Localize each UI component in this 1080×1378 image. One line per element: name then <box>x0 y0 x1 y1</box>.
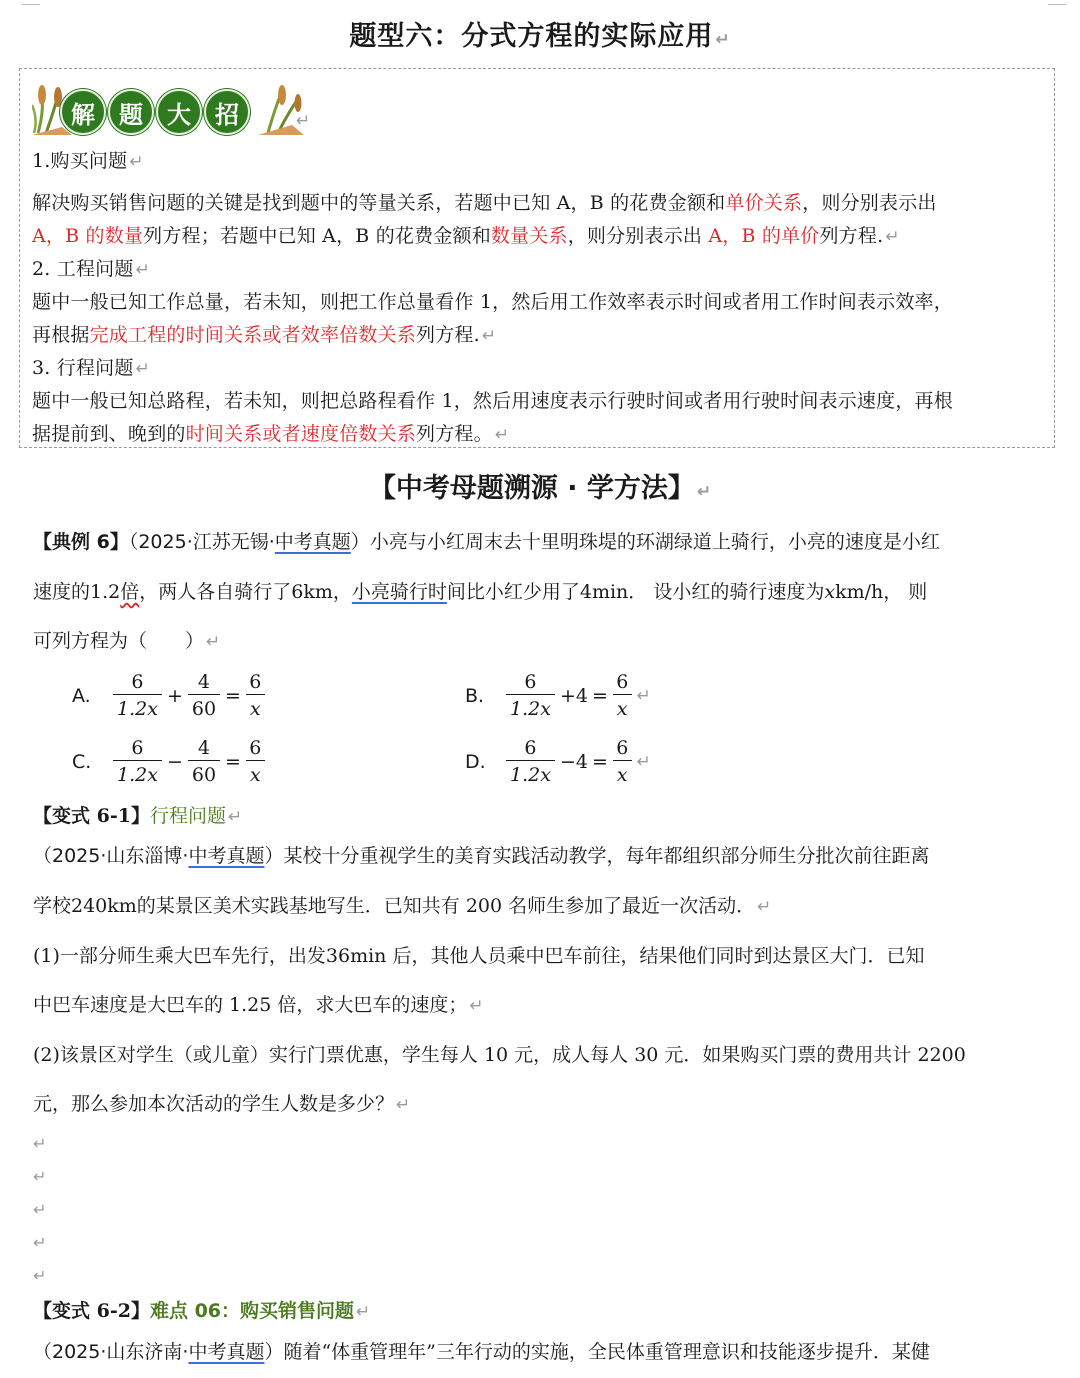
example6-line-1: 【典例 6】（2025·江苏无锡·中考真题）小亮与小红周末去十里明珠堤的环湖绿道上骑行，小亮的速度是小红 <box>33 531 940 553</box>
fraction: $\frac{6}{1.2x}$ <box>113 670 162 721</box>
fraction: $\frac{6}{1.2x}$ <box>506 736 555 787</box>
option-d: D. $\frac{6}{1.2x}$ −4 = $\frac{6}{x}$ ↵ <box>465 737 651 786</box>
variant61-q1-line-2: 中巴车速度是大巴车的 1.25 倍，求大巴车的速度； ↵ <box>33 994 484 1016</box>
paragraph-mark: ↵ <box>296 111 311 131</box>
option-a: A. $\frac{6}{1.2x}$ + $\frac{4}{60}$ = $\frac{6}{x}$ <box>72 670 268 721</box>
fraction: $\frac{4}{60}$ <box>188 670 220 721</box>
page-corner-mark-right <box>1048 0 1066 5</box>
page-corner-mark-left <box>22 0 40 5</box>
variant61-line-1: （2025·山东淄博·中考真题）某校十分重视学生的美育实践活动教学，每年都组织部分师生分批次前往距离 <box>33 845 930 867</box>
work-line-1: 题中一般已知工作总量，若未知，则把工作总量看作 1，然后用工作效率表示时间或者用工作时间表示效率， <box>32 291 953 313</box>
fraction: $\frac{6}{x}$ <box>613 736 632 787</box>
paragraph-mark: ↵ <box>715 30 731 50</box>
variant61-tag: 【变式 6-1】 <box>33 805 150 827</box>
example6-text-link[interactable]: 小亮骑行时 <box>351 581 447 603</box>
travel-line-2: 据提前到、晚到的时间关系或者速度倍数关系列方程。 ↵ <box>32 423 510 445</box>
empty-paragraph-mark: ↵ <box>33 1167 47 1186</box>
variant61-q2-line-1: (2)该景区对学生（或儿童）实行门票优惠，学生每人 10 元，成人每人 30 元．如果购买门票的费用共计 2200 <box>33 1044 966 1066</box>
variant62-heading: 【变式 6-2】难点 06：购买销售问题 ↵ <box>33 1300 371 1322</box>
method-section-title: 【中考母题溯源 · 学方法】 ↵ <box>368 473 712 504</box>
tips-banner <box>32 83 311 135</box>
variant61-topic: 行程问题 <box>149 805 226 827</box>
banner-badge-2: 题 <box>108 89 154 135</box>
fraction: $\frac{6}{1.2x}$ <box>113 736 162 787</box>
fraction: $\frac{6}{1.2x}$ <box>506 670 555 721</box>
banner-badge-1: 解 <box>60 89 106 135</box>
variant62-tag: 【变式 6-2】 <box>33 1300 150 1322</box>
banner-badge-3: 大 <box>156 89 202 135</box>
variant62-source-link[interactable]: 中考真题 <box>188 1341 265 1363</box>
variant61-heading: 【变式 6-1】行程问题 ↵ <box>33 805 243 827</box>
work-heading: 2. 工程问题 ↵ <box>32 258 151 280</box>
purchase-line-1: 解决购买销售问题的关键是找到题中的等量关系，若题中已知 A，B 的花费金额和单价关系，则分别表示出 <box>32 192 937 214</box>
travel-line-1: 题中一般已知总路程，若未知，则把总路程看作 1，然后用速度表示行驶时间或者用行驶时间表示速度，再根 <box>32 390 953 412</box>
fraction: $\frac{6}{x}$ <box>613 670 632 721</box>
example6-line-3: 可列方程为（ ） ↵ <box>33 630 221 652</box>
variant61-q2-line-2: 元，那么参加本次活动的学生人数是多少？ ↵ <box>33 1093 411 1115</box>
fraction: $\frac{6}{x}$ <box>246 736 265 787</box>
tips-box <box>19 68 1055 448</box>
banner-badge-4: 招 <box>204 89 250 135</box>
purchase-heading: 1.购买问题 ↵ <box>32 150 144 172</box>
fraction: $\frac{4}{60}$ <box>188 736 220 787</box>
variant62-topic: 难点 06：购买销售问题 <box>149 1300 355 1322</box>
example6-line-2: 速度的1.2倍，两人各自骑行了6km，小亮骑行时间比小红少用了4min． 设小红的骑行速度为xkm/h， 则 <box>33 581 928 603</box>
option-c: C. $\frac{6}{1.2x}$ − $\frac{4}{60}$ = $\frac{6}{x}$ <box>72 736 268 787</box>
purchase-line-2: A，B 的数量列方程；若题中已知 A，B 的花费金额和数量关系，则分别表示出 A，B 的单价列方程. ↵ <box>32 225 900 247</box>
work-line-2: 再根据完成工程的时间关系或者效率倍数关系列方程. ↵ <box>32 324 497 346</box>
fraction: $\frac{6}{x}$ <box>246 670 265 721</box>
example6-source-link[interactable]: 中考真题 <box>274 531 351 553</box>
example6-tag: 【典例 6】 <box>33 531 129 553</box>
variant61-source-link[interactable]: 中考真题 <box>188 845 265 867</box>
page-title: 题型六：分式方程的实际应用 ↵ <box>349 21 731 52</box>
empty-paragraph-mark: ↵ <box>33 1134 47 1153</box>
variant61-line-2: 学校240km的某景区美术实践基地写生．已知共有 200 名师生参加了最近一次活动． ↵ <box>33 895 772 917</box>
variant61-q1-line-1: (1)一部分师生乘大巴车先行，出发36min 后，其他人员乘中巴车前往，结果他们同时到达景区大门．已知 <box>33 945 925 967</box>
empty-paragraph-mark: ↵ <box>33 1266 47 1285</box>
variant62-line-1: （2025·山东济南·中考真题）随着“体重管理年”三年行动的实施，全民体重管理意识和技能逐步提升．某健 <box>33 1341 930 1363</box>
travel-heading: 3. 行程问题 ↵ <box>32 357 151 379</box>
empty-paragraph-mark: ↵ <box>33 1233 47 1252</box>
empty-paragraph-mark: ↵ <box>33 1200 47 1219</box>
option-b: B. $\frac{6}{1.2x}$ +4 = $\frac{6}{x}$ ↵ <box>465 671 651 720</box>
